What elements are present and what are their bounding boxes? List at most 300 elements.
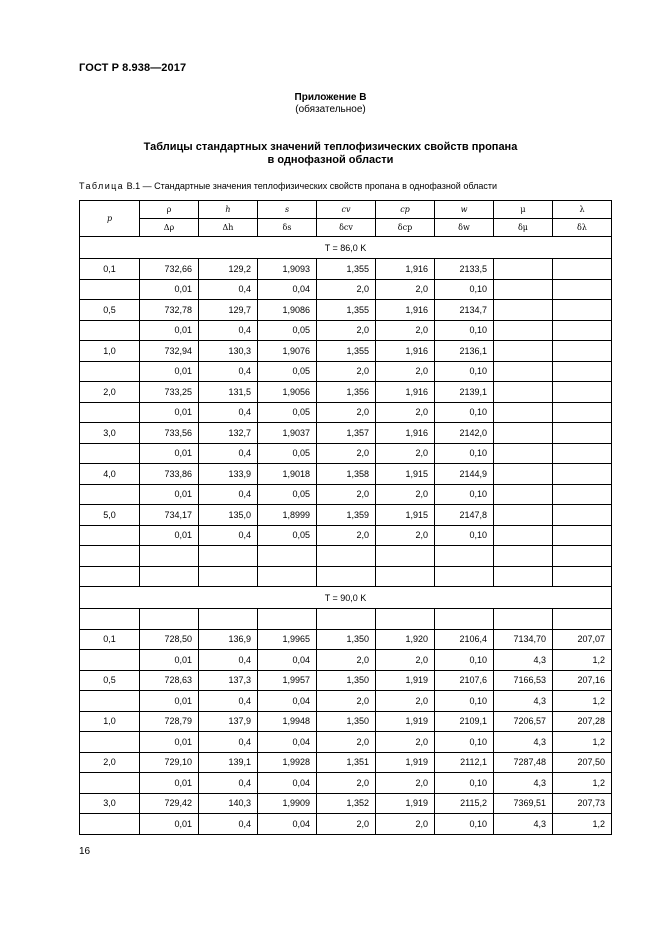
value-cell: 140,3	[199, 793, 258, 814]
uncertainty-cell	[553, 279, 612, 300]
empty-cell	[376, 566, 435, 587]
uncertainty-cell: 0,10	[435, 443, 494, 464]
value-cell: 1,355	[317, 341, 376, 362]
value-cell	[553, 300, 612, 321]
uncertainty-cell: 4,3	[494, 691, 553, 712]
empty-cell	[494, 566, 553, 587]
uncertainty-cell: 0,04	[258, 279, 317, 300]
value-cell: 1,9076	[258, 341, 317, 362]
value-cell: 1,919	[376, 711, 435, 732]
pressure-cell: 1,0	[80, 341, 140, 362]
uncertainty-cell: 2,0	[376, 650, 435, 671]
value-cell: 1,358	[317, 464, 376, 485]
value-cell	[553, 382, 612, 403]
header-delta-mu: δμ	[494, 219, 553, 237]
value-cell	[494, 423, 553, 444]
uncertainty-cell	[553, 402, 612, 423]
value-cell: 2107,6	[435, 670, 494, 691]
value-cell: 1,356	[317, 382, 376, 403]
table-caption-label: Таблица	[79, 181, 125, 191]
value-cell: 732,94	[140, 341, 199, 362]
empty-row	[80, 609, 612, 630]
value-cell: 1,919	[376, 670, 435, 691]
uncertainty-cell: 1,2	[553, 814, 612, 835]
uncertainty-cell: 0,10	[435, 732, 494, 753]
value-cell: 207,16	[553, 670, 612, 691]
empty-cell	[199, 609, 258, 630]
value-cell: 1,357	[317, 423, 376, 444]
uncertainty-cell: 0,4	[199, 732, 258, 753]
value-cell: 1,9928	[258, 752, 317, 773]
table-row-values	[80, 464, 612, 485]
value-cell: 7134,70	[494, 629, 553, 650]
table-row-uncertainty	[80, 443, 612, 464]
value-cell: 130,3	[199, 341, 258, 362]
value-cell: 129,2	[199, 259, 258, 280]
header-lambda: λ	[553, 201, 612, 219]
pressure-cell-empty	[80, 484, 140, 505]
value-cell: 1,916	[376, 341, 435, 362]
section-title-line-2: в однофазной области	[267, 154, 394, 166]
uncertainty-cell: 2,0	[376, 732, 435, 753]
value-cell: 2142,0	[435, 423, 494, 444]
empty-cell	[435, 566, 494, 587]
value-cell: 1,359	[317, 505, 376, 526]
empty-cell	[80, 546, 140, 567]
header-delta-rho: Δρ	[140, 219, 199, 237]
value-cell: 129,7	[199, 300, 258, 321]
uncertainty-cell: 4,3	[494, 773, 553, 794]
empty-cell	[435, 546, 494, 567]
uncertainty-cell: 0,10	[435, 773, 494, 794]
value-cell: 733,56	[140, 423, 199, 444]
uncertainty-cell: 0,05	[258, 320, 317, 341]
value-cell: 1,9037	[258, 423, 317, 444]
empty-cell	[140, 566, 199, 587]
table-row-uncertainty	[80, 279, 612, 300]
table-row-uncertainty	[80, 525, 612, 546]
value-cell: 1,9018	[258, 464, 317, 485]
empty-cell	[80, 566, 140, 587]
uncertainty-cell: 0,4	[199, 320, 258, 341]
value-cell: 7369,51	[494, 793, 553, 814]
pressure-cell-empty	[80, 773, 140, 794]
uncertainty-cell: 2,0	[317, 650, 376, 671]
header-cp: cp	[376, 201, 435, 219]
pressure-cell-empty	[80, 691, 140, 712]
uncertainty-cell: 0,04	[258, 650, 317, 671]
uncertainty-cell: 0,4	[199, 279, 258, 300]
uncertainty-cell: 2,0	[317, 732, 376, 753]
value-cell: 1,9948	[258, 711, 317, 732]
uncertainty-cell: 1,2	[553, 732, 612, 753]
header-delta-h: Δh	[199, 219, 258, 237]
header-w: w	[435, 201, 494, 219]
uncertainty-cell: 0,01	[140, 279, 199, 300]
pressure-cell: 3,0	[80, 423, 140, 444]
uncertainty-cell: 2,0	[317, 773, 376, 794]
empty-cell	[140, 546, 199, 567]
value-cell	[494, 341, 553, 362]
value-cell: 137,9	[199, 711, 258, 732]
uncertainty-cell: 2,0	[317, 361, 376, 382]
uncertainty-cell: 0,4	[199, 814, 258, 835]
uncertainty-cell: 0,4	[199, 650, 258, 671]
uncertainty-cell: 4,3	[494, 814, 553, 835]
uncertainty-cell: 4,3	[494, 650, 553, 671]
value-cell: 1,916	[376, 300, 435, 321]
value-cell: 734,17	[140, 505, 199, 526]
uncertainty-cell	[553, 361, 612, 382]
header-delta-cv: δcv	[317, 219, 376, 237]
empty-cell	[317, 546, 376, 567]
uncertainty-cell: 2,0	[376, 691, 435, 712]
header-delta-s: δs	[258, 219, 317, 237]
value-cell: 1,350	[317, 711, 376, 732]
table-caption-text: В.1 — Стандартные значения теплофизических свойств пропана в однофазной области	[126, 181, 497, 191]
value-cell: 2109,1	[435, 711, 494, 732]
value-cell: 1,355	[317, 259, 376, 280]
table-row-uncertainty	[80, 691, 612, 712]
header-delta-w: δw	[435, 219, 494, 237]
uncertainty-cell: 0,04	[258, 814, 317, 835]
uncertainty-cell	[494, 320, 553, 341]
pressure-cell: 2,0	[80, 382, 140, 403]
uncertainty-cell: 4,3	[494, 732, 553, 753]
uncertainty-cell: 2,0	[376, 773, 435, 794]
value-cell	[494, 259, 553, 280]
uncertainty-cell: 2,0	[376, 361, 435, 382]
value-cell: 1,351	[317, 752, 376, 773]
uncertainty-cell: 0,01	[140, 732, 199, 753]
empty-cell	[376, 609, 435, 630]
uncertainty-cell: 0,05	[258, 484, 317, 505]
uncertainty-cell: 0,04	[258, 773, 317, 794]
value-cell: 728,50	[140, 629, 199, 650]
uncertainty-cell	[494, 525, 553, 546]
value-cell: 1,9957	[258, 670, 317, 691]
header-mu: μ	[494, 201, 553, 219]
value-cell: 207,50	[553, 752, 612, 773]
value-cell	[494, 382, 553, 403]
value-cell: 132,7	[199, 423, 258, 444]
value-cell	[553, 341, 612, 362]
value-cell	[494, 300, 553, 321]
value-cell: 1,9965	[258, 629, 317, 650]
uncertainty-cell: 0,4	[199, 402, 258, 423]
uncertainty-cell: 0,01	[140, 443, 199, 464]
uncertainty-cell: 2,0	[317, 814, 376, 835]
table-row-values	[80, 505, 612, 526]
value-cell: 732,78	[140, 300, 199, 321]
value-cell	[553, 464, 612, 485]
pressure-cell: 5,0	[80, 505, 140, 526]
uncertainty-cell	[494, 443, 553, 464]
value-cell: 1,355	[317, 300, 376, 321]
value-cell: 139,1	[199, 752, 258, 773]
value-cell: 1,9909	[258, 793, 317, 814]
uncertainty-cell: 2,0	[376, 814, 435, 835]
pressure-cell-empty	[80, 320, 140, 341]
header-row-symbols	[80, 201, 612, 219]
uncertainty-cell: 0,10	[435, 320, 494, 341]
uncertainty-cell: 2,0	[376, 279, 435, 300]
table-row-uncertainty	[80, 650, 612, 671]
table-row-values	[80, 300, 612, 321]
empty-cell	[435, 609, 494, 630]
uncertainty-cell: 2,0	[317, 691, 376, 712]
header-h: h	[199, 201, 258, 219]
uncertainty-cell: 0,01	[140, 361, 199, 382]
uncertainty-cell: 0,01	[140, 691, 199, 712]
pressure-cell-empty	[80, 279, 140, 300]
uncertainty-cell: 1,2	[553, 773, 612, 794]
value-cell: 2147,8	[435, 505, 494, 526]
uncertainty-cell: 0,01	[140, 773, 199, 794]
value-cell: 207,07	[553, 629, 612, 650]
uncertainty-cell: 0,05	[258, 402, 317, 423]
uncertainty-cell: 0,01	[140, 320, 199, 341]
value-cell	[553, 423, 612, 444]
uncertainty-cell: 0,10	[435, 402, 494, 423]
uncertainty-cell: 0,4	[199, 484, 258, 505]
uncertainty-cell: 0,01	[140, 484, 199, 505]
temperature-section-row	[80, 587, 612, 609]
empty-row	[80, 546, 612, 567]
table-row-values	[80, 670, 612, 691]
value-cell: 1,9086	[258, 300, 317, 321]
temperature-label: T = 90,0 K	[80, 587, 612, 609]
value-cell: 1,920	[376, 629, 435, 650]
uncertainty-cell: 2,0	[317, 320, 376, 341]
uncertainty-cell: 2,0	[317, 402, 376, 423]
uncertainty-cell: 0,10	[435, 650, 494, 671]
uncertainty-cell: 2,0	[376, 320, 435, 341]
table-row-values	[80, 793, 612, 814]
value-cell: 1,919	[376, 793, 435, 814]
uncertainty-cell	[553, 484, 612, 505]
empty-cell	[553, 609, 612, 630]
table-row-values	[80, 341, 612, 362]
table-row-values	[80, 711, 612, 732]
value-cell: 136,9	[199, 629, 258, 650]
table-row-values	[80, 382, 612, 403]
uncertainty-cell: 0,04	[258, 691, 317, 712]
value-cell	[494, 505, 553, 526]
uncertainty-cell	[494, 361, 553, 382]
value-cell: 2144,9	[435, 464, 494, 485]
value-cell: 1,915	[376, 505, 435, 526]
table-row-uncertainty	[80, 814, 612, 835]
uncertainty-cell: 0,4	[199, 691, 258, 712]
table-body	[80, 237, 612, 835]
pressure-cell-empty	[80, 443, 140, 464]
uncertainty-cell: 0,10	[435, 361, 494, 382]
section-title	[0, 141, 661, 167]
uncertainty-cell: 2,0	[317, 525, 376, 546]
value-cell: 1,916	[376, 423, 435, 444]
value-cell: 7287,48	[494, 752, 553, 773]
uncertainty-cell: 0,01	[140, 650, 199, 671]
value-cell: 2133,5	[435, 259, 494, 280]
empty-cell	[258, 609, 317, 630]
value-cell	[553, 505, 612, 526]
value-cell: 729,10	[140, 752, 199, 773]
value-cell: 2112,1	[435, 752, 494, 773]
value-cell: 732,66	[140, 259, 199, 280]
header-p: p	[80, 201, 140, 237]
table-row-uncertainty	[80, 484, 612, 505]
value-cell: 1,915	[376, 464, 435, 485]
empty-cell	[199, 566, 258, 587]
table-row-values	[80, 423, 612, 444]
pressure-cell-empty	[80, 402, 140, 423]
uncertainty-cell: 0,10	[435, 691, 494, 712]
uncertainty-cell: 0,01	[140, 814, 199, 835]
empty-cell	[140, 609, 199, 630]
table-row-uncertainty	[80, 732, 612, 753]
value-cell: 728,63	[140, 670, 199, 691]
uncertainty-cell: 0,05	[258, 525, 317, 546]
value-cell: 1,916	[376, 382, 435, 403]
empty-cell	[80, 609, 140, 630]
appendix-heading	[0, 92, 661, 116]
pressure-cell: 1,0	[80, 711, 140, 732]
value-cell: 7206,57	[494, 711, 553, 732]
value-cell: 2136,1	[435, 341, 494, 362]
value-cell: 135,0	[199, 505, 258, 526]
value-cell: 2106,4	[435, 629, 494, 650]
empty-cell	[317, 566, 376, 587]
value-cell: 2115,2	[435, 793, 494, 814]
uncertainty-cell: 0,10	[435, 484, 494, 505]
value-cell: 733,25	[140, 382, 199, 403]
pressure-cell-empty	[80, 525, 140, 546]
page-number: 16	[79, 846, 91, 857]
table-row-uncertainty	[80, 402, 612, 423]
value-cell: 1,9056	[258, 382, 317, 403]
uncertainty-cell: 0,04	[258, 732, 317, 753]
uncertainty-cell: 0,4	[199, 361, 258, 382]
table-row-values	[80, 752, 612, 773]
uncertainty-cell	[553, 443, 612, 464]
uncertainty-cell: 0,4	[199, 443, 258, 464]
uncertainty-cell: 2,0	[376, 525, 435, 546]
value-cell: 2139,1	[435, 382, 494, 403]
value-cell: 7166,53	[494, 670, 553, 691]
uncertainty-cell: 1,2	[553, 650, 612, 671]
uncertainty-cell	[494, 279, 553, 300]
uncertainty-cell: 0,10	[435, 279, 494, 300]
value-cell: 137,3	[199, 670, 258, 691]
value-cell	[494, 464, 553, 485]
uncertainty-cell: 2,0	[376, 402, 435, 423]
table-row-values	[80, 629, 612, 650]
value-cell: 1,350	[317, 670, 376, 691]
value-cell: 733,86	[140, 464, 199, 485]
value-cell: 728,79	[140, 711, 199, 732]
properties-table	[79, 200, 612, 835]
temperature-label: T = 86,0 K	[80, 237, 612, 259]
pressure-cell: 0,1	[80, 259, 140, 280]
empty-cell	[553, 546, 612, 567]
empty-cell	[199, 546, 258, 567]
appendix-subtitle: (обязательное)	[295, 104, 366, 115]
empty-cell	[258, 546, 317, 567]
pressure-cell: 3,0	[80, 793, 140, 814]
table-caption	[79, 181, 497, 191]
temperature-section-row	[80, 237, 612, 259]
header-rho: ρ	[140, 201, 199, 219]
header-s: s	[258, 201, 317, 219]
empty-cell	[553, 566, 612, 587]
uncertainty-cell: 0,01	[140, 525, 199, 546]
value-cell	[553, 259, 612, 280]
uncertainty-cell: 2,0	[317, 443, 376, 464]
pressure-cell-empty	[80, 361, 140, 382]
uncertainty-cell: 2,0	[376, 443, 435, 464]
uncertainty-cell: 0,05	[258, 443, 317, 464]
uncertainty-cell	[553, 320, 612, 341]
value-cell: 729,42	[140, 793, 199, 814]
uncertainty-cell: 1,2	[553, 691, 612, 712]
header-cv: cv	[317, 201, 376, 219]
uncertainty-cell: 2,0	[376, 484, 435, 505]
pressure-cell: 0,5	[80, 670, 140, 691]
value-cell: 1,9093	[258, 259, 317, 280]
uncertainty-cell	[553, 525, 612, 546]
empty-cell	[317, 609, 376, 630]
uncertainty-cell: 2,0	[317, 279, 376, 300]
value-cell: 207,73	[553, 793, 612, 814]
pressure-cell: 2,0	[80, 752, 140, 773]
pressure-cell: 4,0	[80, 464, 140, 485]
empty-cell	[258, 566, 317, 587]
value-cell: 1,8999	[258, 505, 317, 526]
uncertainty-cell: 2,0	[317, 484, 376, 505]
table-row-uncertainty	[80, 773, 612, 794]
uncertainty-cell: 0,01	[140, 402, 199, 423]
value-cell: 2134,7	[435, 300, 494, 321]
pressure-cell-empty	[80, 814, 140, 835]
document-id: ГОСТ Р 8.938—2017	[79, 62, 187, 74]
uncertainty-cell: 0,4	[199, 773, 258, 794]
appendix-title: Приложение В	[294, 92, 367, 103]
value-cell: 1,916	[376, 259, 435, 280]
empty-cell	[494, 546, 553, 567]
header-delta-cp: δcp	[376, 219, 435, 237]
empty-row	[80, 566, 612, 587]
uncertainty-cell	[494, 402, 553, 423]
uncertainty-cell: 0,4	[199, 525, 258, 546]
uncertainty-cell	[494, 484, 553, 505]
value-cell: 207,28	[553, 711, 612, 732]
uncertainty-cell: 0,05	[258, 361, 317, 382]
pressure-cell: 0,1	[80, 629, 140, 650]
value-cell: 1,350	[317, 629, 376, 650]
header-delta-lambda: δλ	[553, 219, 612, 237]
section-title-line-1: Таблицы стандартных значений теплофизических свойств пропана	[143, 141, 518, 153]
value-cell: 1,352	[317, 793, 376, 814]
table-row-values	[80, 259, 612, 280]
empty-cell	[376, 546, 435, 567]
header-row-uncertainties	[80, 219, 612, 237]
value-cell: 1,919	[376, 752, 435, 773]
pressure-cell-empty	[80, 732, 140, 753]
table-row-uncertainty	[80, 320, 612, 341]
pressure-cell: 0,5	[80, 300, 140, 321]
uncertainty-cell: 0,10	[435, 525, 494, 546]
